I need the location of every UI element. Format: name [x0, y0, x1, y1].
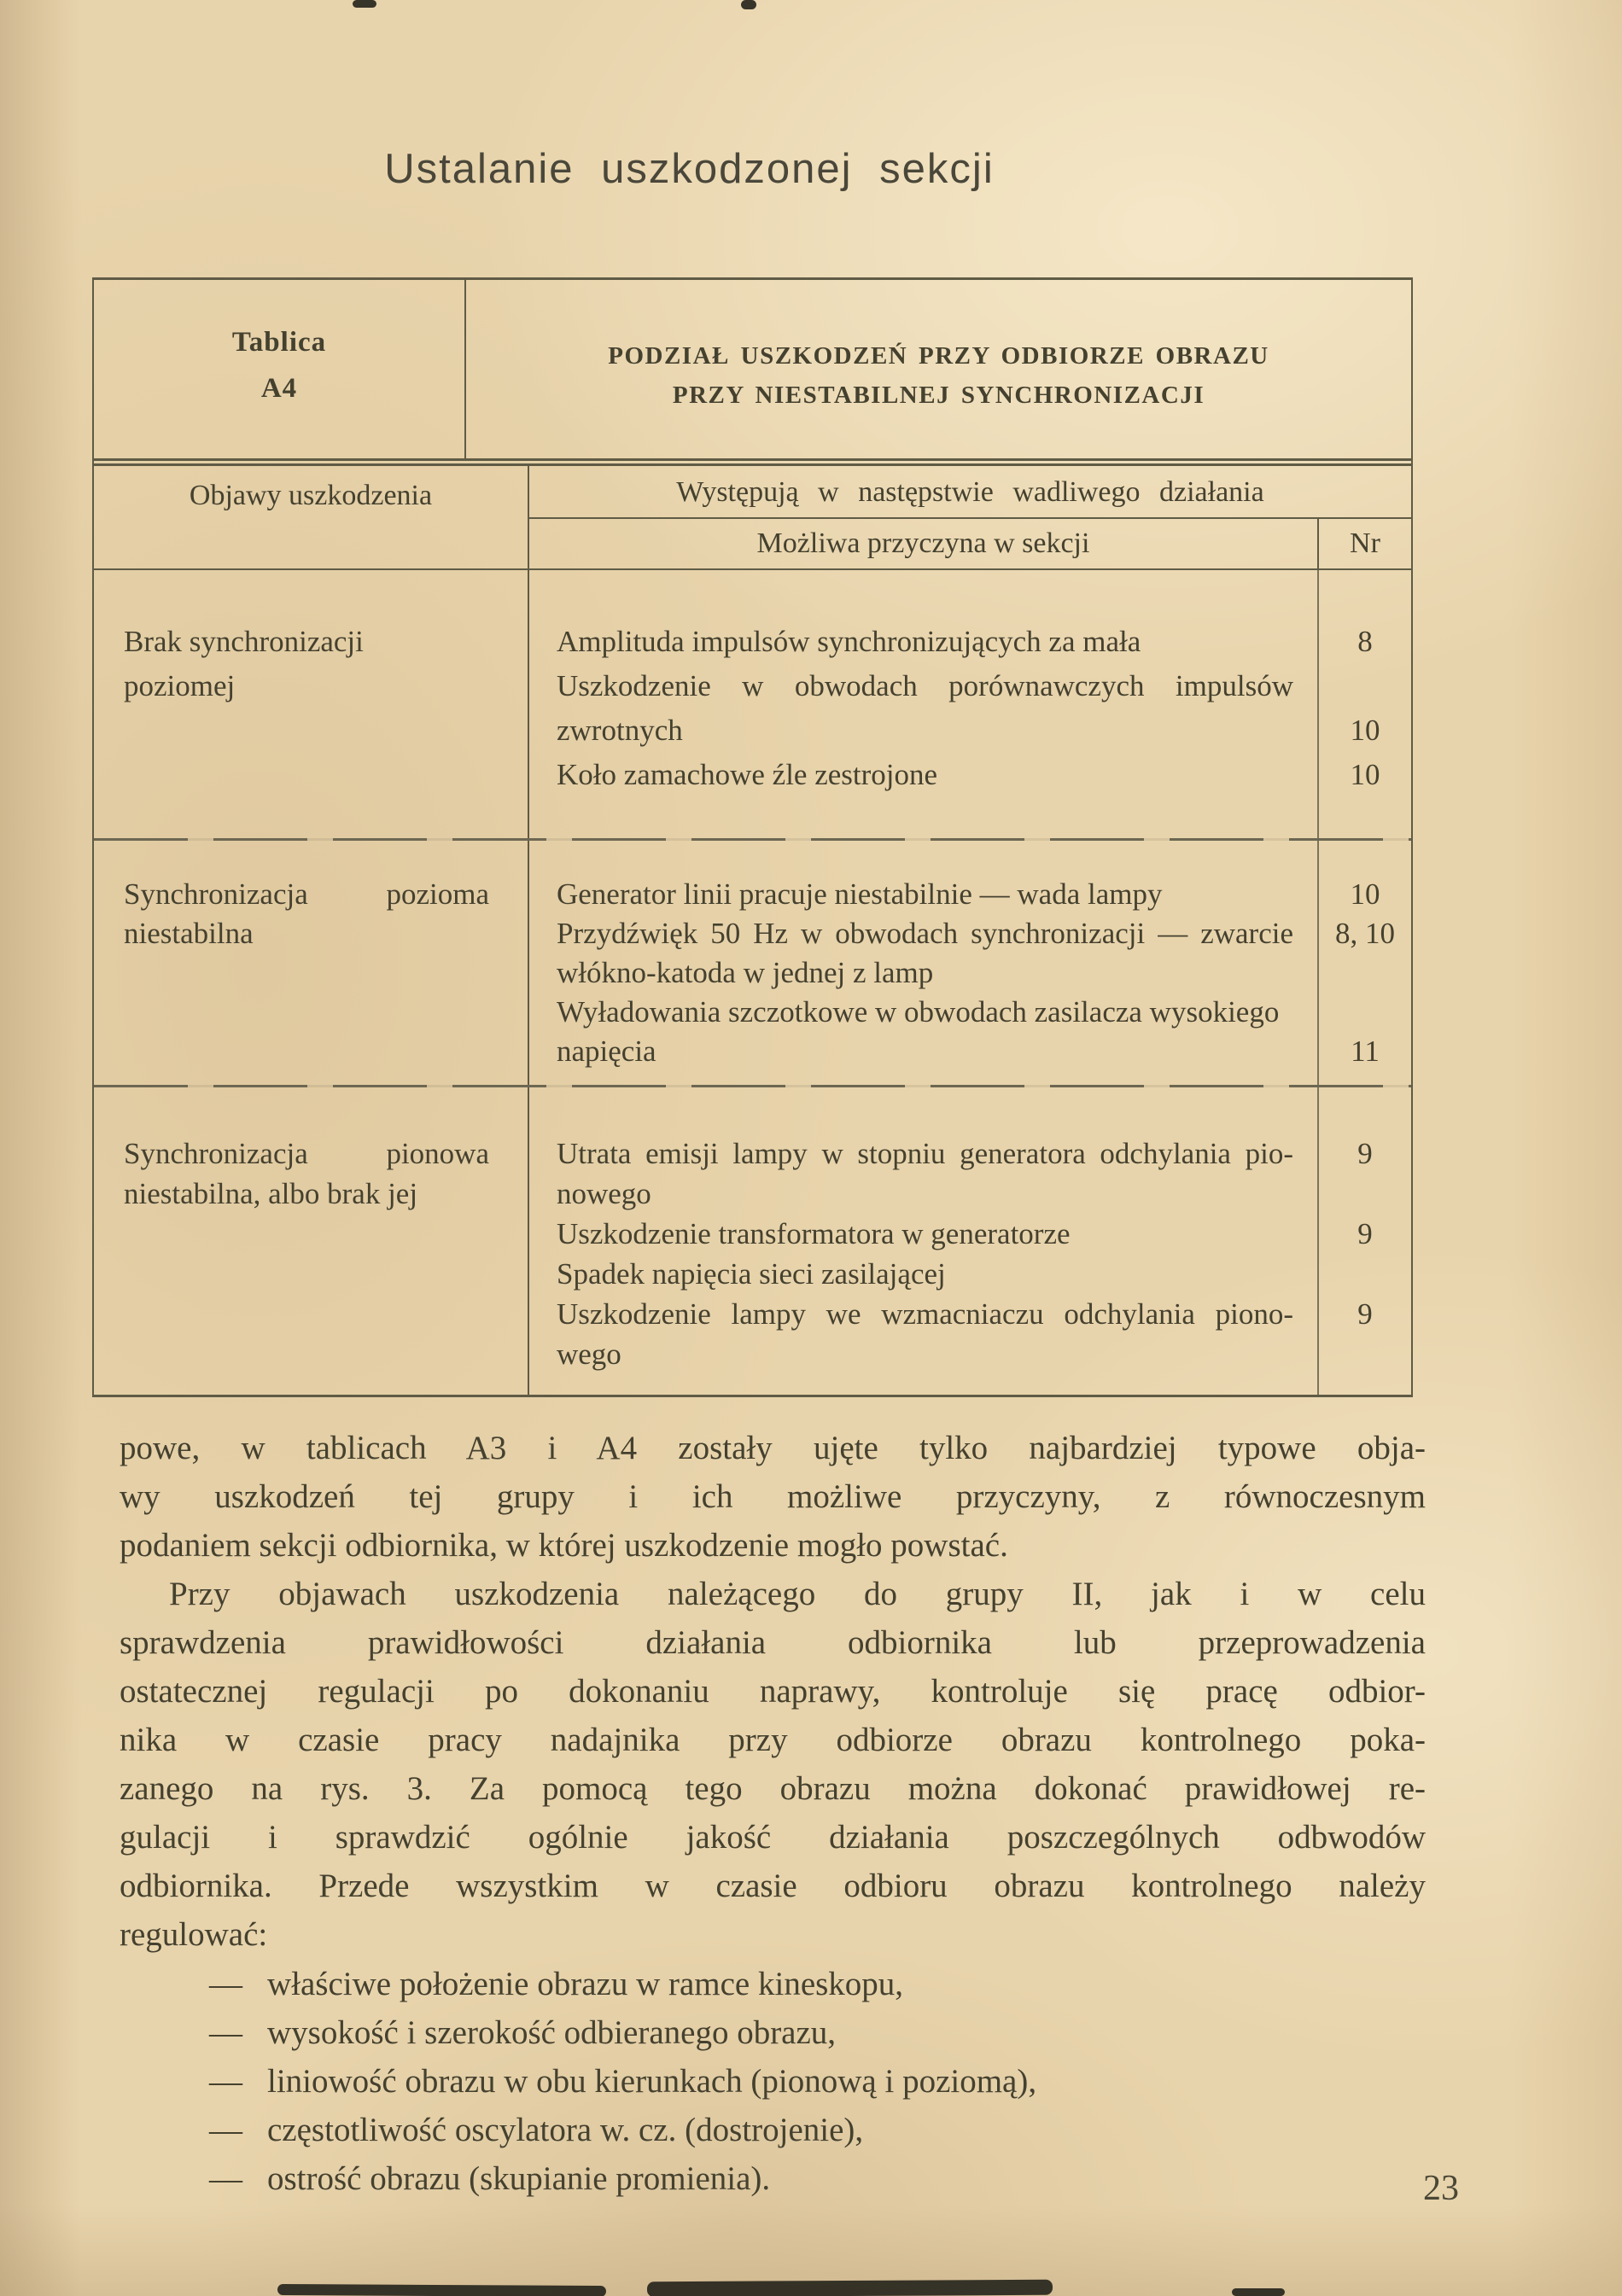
column-header-cause: Możliwa przyczyna w sekcji [756, 527, 1090, 559]
body-line: sprawdzenia prawidłowości działania odbiornika lub przeprowadzenia [120, 1624, 1426, 1661]
body-line: Przy objawach uszkodzenia należącego do grupy II, jak i w celu [169, 1576, 1426, 1612]
body-line: powe, w tablicach A3 i A4 zostały ujęte tylko najbardziej typowe obja- [120, 1430, 1426, 1466]
scan-artifact [277, 2284, 606, 2296]
table-title-cell [466, 280, 1411, 458]
body-line: nika w czasie pracy nadajnika przy odbiorze obrazu kontrolnego poka- [120, 1722, 1426, 1758]
symptom-line: Synchronizacja pionowa [124, 1137, 489, 1170]
column-header-symptom: Objawy uszkodzenia [94, 466, 529, 568]
table-title-line: PRZY NIESTABILNEJ SYNCHRONIZACJI [672, 382, 1205, 409]
page-title: Ustalanie uszkodzonej sekcji [384, 146, 995, 192]
nr-value [1319, 993, 1411, 1032]
list-item [120, 2154, 1426, 2203]
cause-line: Uszkodzenie lampy we wzmacniaczu odchylania piono- [557, 1297, 1293, 1331]
cause-cell [529, 570, 1317, 838]
list-item-text: częstotliwość oscylatora w. cz. (dostrojenie), [267, 2112, 864, 2148]
table-title-line: PODZIAŁ USZKODZEŃ PRZY ODBIORZE OBRAZU [608, 342, 1269, 370]
nr-value: 10 [1350, 714, 1380, 747]
body-line: podaniem sekcji odbiornika, w której uszkodzenie mogło powstać. [120, 1527, 1008, 1564]
body-line: regulować: [120, 1916, 268, 1953]
cause-line: wego [557, 1337, 621, 1371]
nr-cell [1317, 841, 1411, 1085]
scan-artifact [647, 2280, 1053, 2296]
symptom-cell [94, 841, 529, 1085]
list-item [120, 2106, 1426, 2154]
nr-value: 9 [1357, 1137, 1373, 1170]
cause-cell [529, 1087, 1317, 1395]
nr-value: 10 [1350, 758, 1380, 791]
cause-line: Amplituda impulsów synchronizujących za mała [557, 625, 1141, 658]
body-line: ostatecznej regulacji po dokonaniu naprawy, kontroluje się pracę odbior- [120, 1673, 1426, 1710]
nr-value: 10 [1350, 877, 1380, 911]
bullet-dash: — [209, 2014, 242, 2051]
column-subheader-row [529, 519, 1411, 568]
nr-value: 9 [1357, 1217, 1373, 1250]
cause-line: Uszkodzenie w obwodach porównawczych impulsów [557, 669, 1293, 702]
symptom-line: Synchronizacja pozioma [124, 877, 489, 911]
table-caption-id: A4 [260, 373, 298, 404]
damage-table [92, 277, 1413, 1397]
table-row [94, 570, 1411, 838]
symptom-line: poziomej [124, 669, 236, 702]
scan-artifact [353, 0, 376, 8]
cause-line: Uszkodzenie transformatora w generatorze [557, 1217, 1071, 1250]
symptom-line: niestabilna, albo brak jej [124, 1177, 418, 1210]
list-item-text: wysokość i szerokość odbieranego obrazu, [267, 2014, 837, 2051]
table-caption-row [94, 280, 1411, 466]
body-line: gulacji i sprawdzić ogólnie jakość działania poszczególnych odbwodów [120, 1819, 1426, 1856]
list-item-text: ostrość obrazu (skupianie promienia). [267, 2160, 771, 2197]
cause-cell [529, 841, 1317, 1085]
nr-cell [1317, 1087, 1411, 1395]
symptom-line: niestabilna [124, 917, 254, 950]
cause-line: Koło zamachowe źle zestrojone [557, 758, 938, 791]
page-number: 23 [1423, 2169, 1459, 2208]
cause-line: zwrotnych [557, 714, 683, 747]
cause-line: napięcia [557, 1034, 656, 1068]
nr-value [1319, 953, 1411, 993]
table-caption-label: Tablica [231, 327, 327, 358]
table-row [94, 841, 1411, 1085]
nr-value [1319, 664, 1411, 708]
column-header-group: Występują w następstwie wadliwego działania [529, 466, 1411, 519]
cause-line: Generator linii pracuje niestabilnie — wada lampy [557, 877, 1163, 911]
list-item [120, 2008, 1426, 2057]
body-line: odbiornika. Przede wszystkim w czasie odbioru obrazu kontrolnego należy [120, 1868, 1426, 1904]
nr-value: 9 [1357, 1297, 1373, 1331]
nr-value: 11 [1351, 1034, 1380, 1068]
body-line: zanego na rys. 3. Za pomocą tego obrazu można dokonać prawidłowej re- [120, 1770, 1426, 1807]
symptom-cell [94, 1087, 529, 1395]
nr-value: 8, 10 [1335, 917, 1395, 950]
cause-line: Utrata emisji lampy w stopniu generatora odchylania pio- [557, 1137, 1293, 1170]
cause-line: włókno-katoda w jednej z lamp [557, 956, 934, 989]
scan-artifact [1232, 2288, 1285, 2296]
list-item-text: właściwe położenie obrazu w ramce kineskopu, [267, 1966, 904, 2002]
bullet-dash: — [209, 2063, 242, 2100]
bullet-dash: — [209, 2112, 242, 2148]
column-header-group-cell [529, 466, 1411, 568]
column-header-nr: Nr [1317, 519, 1411, 568]
nr-value: 8 [1357, 625, 1373, 658]
nr-value [1319, 1254, 1411, 1294]
table-caption-cell [94, 280, 466, 458]
nr-value [1319, 1334, 1411, 1374]
list-item [120, 2057, 1426, 2106]
bullet-dash: — [209, 2160, 242, 2197]
table-header-row [94, 466, 1411, 570]
nr-cell [1317, 570, 1411, 838]
cause-line: Spadek napięcia sieci zasilającej [557, 1257, 946, 1291]
nr-value [1319, 1174, 1411, 1214]
table-row [94, 1087, 1411, 1395]
bullet-dash: — [209, 1966, 242, 2002]
list-item-text: liniowość obrazu w obu kierunkach (pionową i poziomą), [267, 2063, 1037, 2100]
bullet-list [120, 1960, 1426, 2203]
cause-line: nowego [557, 1177, 651, 1210]
symptom-line: Brak synchronizacji [124, 625, 364, 658]
scan-artifact [741, 0, 756, 9]
body-line: wy uszkodzeń tej grupy i ich możliwe przyczyny, z równoczesnym [120, 1478, 1426, 1515]
body-text [120, 1424, 1426, 1959]
cause-line: Wyładowania szczotkowe w obwodach zasilacza wysokiego [557, 995, 1280, 1029]
list-item [120, 1960, 1426, 2008]
symptom-cell [94, 570, 529, 838]
cause-line: Przydźwięk 50 Hz w obwodach synchronizacji — zwarcie [557, 917, 1293, 950]
